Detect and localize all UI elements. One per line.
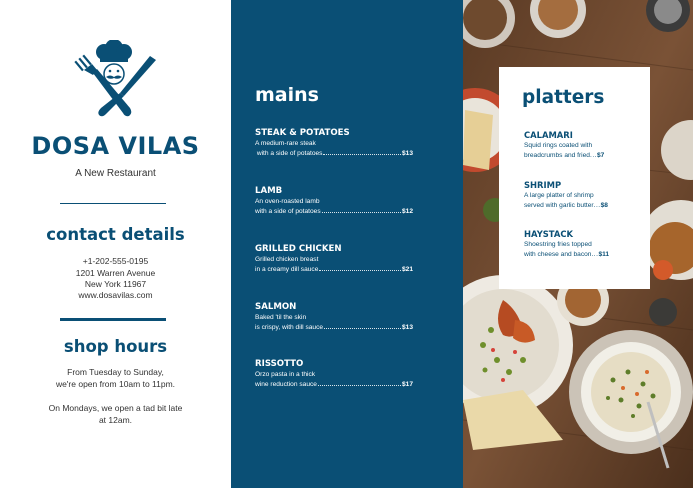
menu-item-desc: A medium-rare steak <box>255 140 316 147</box>
hours-title: shop hours <box>63 337 168 356</box>
divider <box>60 318 166 321</box>
menu-item-desc: with cheese and bacon <box>524 251 592 258</box>
menu-item-desc: Baked 'til the skin <box>255 314 307 321</box>
contact-title: contact details <box>46 225 185 244</box>
menu-item <box>255 359 413 390</box>
menu-item-desc: Shoestring fries topped <box>524 241 592 248</box>
menu-item <box>524 229 646 260</box>
menu-item-price: $21 <box>401 266 413 273</box>
menu-item-name: SALMON <box>255 302 297 312</box>
menu-item-name: STEAK & POTATOES <box>255 128 350 138</box>
dot-leader <box>322 212 401 213</box>
menu-item-desc: with a side of potatoes <box>255 150 323 157</box>
menu-item-desc: in a creamy dill sauce <box>255 266 319 273</box>
menu-item-desc: An oven-roasted lamb <box>255 198 320 205</box>
menu-item-name: SHRIMP <box>524 180 562 190</box>
menu-item-desc: served with garlic butter <box>524 202 594 209</box>
mains-panel <box>231 0 463 488</box>
hours-line: at 12am. <box>98 415 133 425</box>
menu-item-name: CALAMARI <box>524 130 573 140</box>
dot-leader <box>323 154 401 155</box>
divider <box>60 203 166 204</box>
chef-fork-knife-icon <box>72 40 156 120</box>
menu-item-desc: Grilled chicken breast <box>255 256 319 263</box>
menu-item-desc-line <box>524 151 646 161</box>
menu-item-desc: is crispy, with dill sauce <box>255 324 324 331</box>
hours-line: we're open from 10am to 11pm. <box>55 379 176 389</box>
hours-line: On Mondays, we open a tad bit late <box>48 403 183 413</box>
menu-item-desc-line <box>255 207 413 217</box>
menu-item-desc-line <box>255 380 413 390</box>
menu-item-desc: A large platter of shrimp <box>524 192 594 199</box>
hours-line: From Tuesday to Sunday, <box>67 367 164 377</box>
menu-item-price: $12 <box>401 208 413 215</box>
menu-item-price: $13 <box>401 150 413 157</box>
menu-item-name: GRILLED CHICKEN <box>255 244 342 254</box>
contact-phone: +1-202-555-0195 <box>82 256 149 266</box>
menu-item <box>524 130 646 161</box>
menu-item-desc: wine reduction sauce <box>255 381 317 388</box>
menu-item-desc-line <box>255 265 413 275</box>
brand-tagline: A New Restaurant <box>75 168 156 179</box>
menu-item-desc: breadcrumbs and fried <box>524 152 590 159</box>
menu-item-name: HAYSTACK <box>524 229 573 239</box>
menu-item-desc: with a side of potatoes <box>255 208 321 215</box>
menu-item-desc-line <box>255 323 413 333</box>
dot-leader <box>319 270 401 271</box>
menu-item-price: $7 <box>596 152 605 159</box>
menu-item-desc-line <box>524 201 646 211</box>
menu-item <box>255 302 413 333</box>
menu-item <box>255 186 413 217</box>
menu-item-price: $8 <box>600 202 608 209</box>
ellipsis: ... <box>593 202 601 209</box>
menu-item-desc: Orzo pasta in a thick <box>255 371 316 378</box>
menu-item-desc-line <box>524 250 646 260</box>
menu-item-name: RISSOTTO <box>255 359 304 369</box>
platters-card <box>499 67 650 289</box>
dot-leader <box>324 328 401 329</box>
contact-website: www.dosavilas.com <box>78 290 153 300</box>
platters-title: platters <box>522 87 605 108</box>
mains-title: mains <box>255 84 319 106</box>
menu-item-name: LAMB <box>255 186 283 196</box>
menu-item <box>255 244 413 275</box>
contact-city: New York 11967 <box>84 279 147 289</box>
menu-item-price: $13 <box>401 324 413 331</box>
platters-panel <box>463 0 693 488</box>
menu-item <box>255 128 413 159</box>
menu-item <box>524 180 646 211</box>
contact-street: 1201 Warren Avenue <box>75 268 156 278</box>
brand-name: DOSA VILAS <box>31 132 200 160</box>
ellipsis: ... <box>591 251 599 258</box>
menu-item-price: $11 <box>598 251 610 258</box>
menu-item-desc: Squid rings coated with <box>524 142 593 149</box>
menu-item-price: $17 <box>401 381 413 388</box>
menu-item-desc-line <box>255 149 413 159</box>
info-panel <box>0 0 231 488</box>
dot-leader <box>318 385 401 386</box>
ellipsis: ... <box>589 152 597 159</box>
